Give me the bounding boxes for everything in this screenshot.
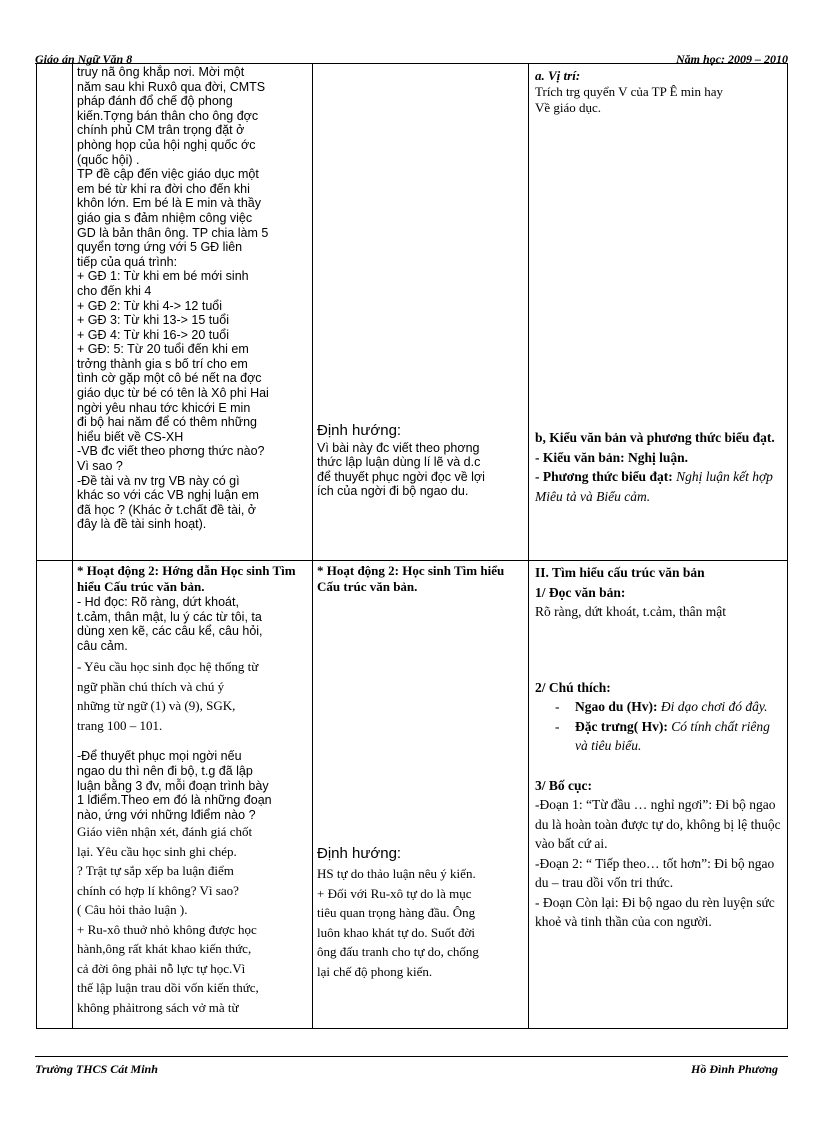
reading-line-4: câu cảm. bbox=[77, 638, 128, 653]
footer-left: Trường THCS Cát Minh bbox=[35, 1062, 158, 1076]
layout-label: 3/ Bố cục: bbox=[535, 777, 592, 793]
note-line-4: chính có hợp lí không? Vì sao? bbox=[77, 882, 239, 898]
spacer bbox=[77, 735, 309, 749]
note-line-5: ( Câu hỏi thảo luận ). bbox=[77, 902, 188, 918]
text-type-heading: b, Kiểu văn bản và phương thức biểu đạt. bbox=[535, 430, 775, 445]
activity-line-8: TP đề cập đến việc giáo dục một bbox=[77, 167, 259, 182]
activity-line-18: + GĐ 3: Từ khi 13-> 15 tuổi bbox=[77, 313, 229, 328]
activity-line-32: đây là đề tài sinh hoạt). bbox=[77, 517, 207, 532]
glossary-line-3: những từ ngữ (1) và (9), SGK, bbox=[77, 698, 236, 714]
activity-line-17: + GĐ 2: Từ khi 4-> 12 tuổi bbox=[77, 298, 223, 313]
row-separator bbox=[36, 560, 788, 561]
text-type-lines bbox=[535, 448, 785, 507]
reading-line-2: t.cảm, thân mật, lu ý các từ tôi, ta bbox=[77, 609, 262, 624]
read-label: 1/ Đọc văn bản: bbox=[535, 584, 626, 600]
guidance-line-2: thức lập luận dùng lí lẽ và d.c bbox=[317, 455, 481, 470]
row2-guidance-cell bbox=[317, 846, 525, 981]
note-line-8: cả đời ông phải nỗ lực tự học.Vì bbox=[77, 960, 246, 976]
row2-activity-heading: * Hoạt động 2: Hớng dẫn Học sinh Tìm hiểu Cấu trúc văn bản. bbox=[77, 563, 296, 594]
spacer bbox=[535, 756, 785, 776]
row2-student-heading-cell bbox=[317, 563, 525, 595]
row1-guidance-lines bbox=[317, 441, 525, 499]
activity-line-3: pháp đánh đổ chế độ phong bbox=[77, 94, 233, 109]
activity-line-27: -VB đc viết theo phơng thức nào? bbox=[77, 444, 265, 459]
table-divider-3 bbox=[528, 63, 529, 1028]
activity-line-4: kiến.Tợng bán thân cho ông đợc bbox=[77, 108, 259, 123]
header-rule bbox=[35, 63, 788, 64]
row1-activity-cell bbox=[77, 65, 309, 559]
row2-activity-cell bbox=[77, 563, 309, 1027]
note-line-9: thế lập luận trau dồi vốn kiến thức, bbox=[77, 980, 259, 996]
activity-line-19: + GĐ 4: Từ khi 16-> 20 tuổi bbox=[77, 327, 229, 342]
glossary-line-4: trang 100 – 101. bbox=[77, 717, 163, 733]
activity-line-16: cho đến khi 4 bbox=[77, 283, 152, 298]
reading-line-1: - Hd đọc: Rõ ràng, dứt khoát, bbox=[77, 595, 239, 609]
text-type-value: Nghị luận. bbox=[628, 449, 689, 465]
question-line-4: 1 lđiểm.Theo em đó là những đoạn bbox=[77, 793, 272, 808]
position-line-1: Trích trg quyển V của TP Ê min hay bbox=[535, 84, 724, 99]
text-type-line-2 bbox=[535, 467, 785, 506]
note-item-1 bbox=[535, 697, 785, 717]
dash-bullet: - bbox=[555, 718, 560, 734]
dash-bullet: - bbox=[555, 699, 560, 714]
guidance-line-4: luôn khao khát tự do. Suốt đời bbox=[317, 924, 475, 940]
activity-line-14: tiếp của quá trình: bbox=[77, 254, 178, 269]
header-left: Giáo án Ngữ Văn 8 bbox=[35, 52, 133, 66]
activity-line-28: Vì sao ? bbox=[77, 459, 123, 474]
row2-student-heading: * Hoạt động 2: Học sinh Tìm hiểu Cấu trúc văn bản. bbox=[317, 563, 505, 594]
text-type-label: - Kiểu văn bản: bbox=[535, 449, 629, 465]
question-line-5: nào, ứng với những lđiểm nào ? bbox=[77, 807, 256, 822]
note-line-2: lại. Yêu cầu học sinh ghi chép. bbox=[77, 843, 237, 859]
note-line-6: + Ru-xô thuở nhỏ không được học bbox=[77, 921, 257, 937]
footer-rule bbox=[35, 1056, 788, 1057]
teacher-notes bbox=[77, 822, 309, 1017]
guidance-line-6: lại chế độ phong kiến. bbox=[317, 963, 433, 979]
note-term: Ngao du (Hv): bbox=[575, 699, 661, 714]
header-right: Năm học: 2009 – 2010 bbox=[676, 52, 788, 66]
activity-line-7: (quốc hội) . bbox=[77, 152, 140, 167]
note-item-2 bbox=[535, 717, 785, 756]
note-line-7: hành,ông rất khát khao kiến thức, bbox=[77, 941, 252, 957]
row1-guidance-cell bbox=[317, 424, 525, 499]
activity-line-10: khôn lớn. Em bé là E min và thầy bbox=[77, 196, 261, 211]
activity-line-23: giáo dục từ bé có tên là Xô phi Hai bbox=[77, 386, 269, 401]
row1-activity-lines bbox=[77, 65, 309, 532]
reading-line-3: dùng xen kẽ, các câu kể, câu hỏi, bbox=[77, 624, 263, 639]
notes-list bbox=[535, 697, 785, 756]
activity-line-15: + GĐ 1: Từ khi em bé mới sinh bbox=[77, 269, 249, 284]
text-type-line-1 bbox=[535, 448, 785, 468]
guidance-line-1: HS tự do thảo luận nêu ý kiến. bbox=[317, 866, 476, 881]
table-divider-1 bbox=[72, 63, 73, 1028]
glossary-line-2: ngữ phần chú thích và chú ý bbox=[77, 678, 225, 694]
question-line-2: ngao du thì nên đi bộ, t.g đã lập bbox=[77, 763, 253, 778]
footer-right: Hồ Đình Phương bbox=[691, 1062, 778, 1076]
activity-line-1: truy nã ông khắp nơi. Mời một bbox=[77, 65, 245, 79]
guidance-line-1: Vì bài này đc viết theo phơng bbox=[317, 440, 480, 455]
activity-line-11: giáo gia s đảm nhiệm công việc bbox=[77, 210, 253, 225]
position-label: a. Vị trí: bbox=[535, 68, 581, 83]
guidance-line-2: + Đối với Ru-xô tự do là mục bbox=[317, 885, 472, 901]
note-definition: Đi dạo chơi đó đây. bbox=[660, 699, 768, 714]
activity-line-5: chính phủ CM trân trọng đặt ở bbox=[77, 123, 245, 138]
layout-item-2: -Đoạn 2: “ Tiếp theo… tốt hơn”: Đi bộ ngao du – trau dồi vốn tri thức. bbox=[535, 855, 775, 890]
activity-line-2: năm sau khi Ruxô qua đời, CMTS bbox=[77, 79, 266, 94]
activity-line-24: ngời yêu nhau tớc khicới E min bbox=[77, 400, 251, 415]
row2-guidance-heading: Định hướng: bbox=[317, 846, 402, 862]
row2-content-cell bbox=[535, 563, 785, 1027]
note-line-1: Giáo viên nhận xét, đánh giá chốt bbox=[77, 824, 253, 840]
row1-text-type-cell bbox=[535, 428, 785, 506]
activity-line-25: đi bộ hai năm để có thêm những bbox=[77, 415, 258, 430]
read-text: Rõ ràng, dứt khoát, t.cảm, thân mật bbox=[535, 604, 727, 619]
guidance-line-3: để thuyết phục ngời đọc về lợi bbox=[317, 469, 485, 484]
activity-line-12: GD là bản thân ông. TP chia làm 5 bbox=[77, 225, 269, 240]
layout-item-1: -Đoạn 1: “Từ đầu … nghỉ ngơi”: Đi bộ ngao du là hoàn toàn được tự do, không bị lệ thuộc vào bất cứ ai. bbox=[535, 797, 781, 851]
activity-line-31: đã học ? (Khác ở t.chất đề tài, ở bbox=[77, 502, 256, 517]
text-type-label: - Phương thức biểu đạt: bbox=[535, 469, 677, 484]
glossary-instructions bbox=[77, 657, 309, 735]
activity-line-13: quyển tơng ứng với 5 GĐ liên bbox=[77, 240, 243, 255]
activity-line-9: em bé từ khi ra đời cho đến khi bbox=[77, 181, 250, 196]
guidance-line-5: ông đấu tranh cho tự do, chống bbox=[317, 944, 479, 959]
guidance-line-3: tiêu quan trọng hàng đầu. Ông bbox=[317, 905, 476, 920]
activity-line-30: khác so với các VB nghị luận em bbox=[77, 488, 259, 503]
position-text bbox=[535, 84, 785, 116]
guidance-line-4: ích của ngời đi bộ ngao du. bbox=[317, 484, 469, 499]
reading-instructions bbox=[77, 595, 309, 653]
spacer bbox=[535, 622, 785, 678]
activity-line-21: trởng thành gia s bố trí cho em bbox=[77, 356, 248, 371]
layout-item-3: - Đoạn Còn lại: Đi bộ ngao du rèn luyện sức khoẻ và tinh thần của con người. bbox=[535, 894, 775, 929]
activity-line-26: hiểu biết về CS-XH bbox=[77, 429, 184, 444]
layout-list bbox=[535, 795, 785, 932]
table-border-left bbox=[36, 63, 37, 1028]
argument-question bbox=[77, 749, 309, 822]
activity-line-6: phòng họp của hội nghị quốc ớc bbox=[77, 137, 256, 152]
note-term: Đặc trưng( Hv): bbox=[575, 718, 672, 734]
structure-title: II. Tìm hiểu cấu trúc văn bản bbox=[535, 565, 705, 580]
text-type-value: Nghị luận kết hợp Miêu tả và Biểu cảm. bbox=[535, 469, 773, 504]
note-line-3: ? Trật tự sắp xếp ba luận điểm bbox=[77, 863, 234, 879]
table-border-bottom bbox=[36, 1028, 788, 1029]
position-line-2: Về giáo dục. bbox=[535, 100, 602, 115]
activity-line-20: + GĐ: 5: Từ 20 tuổi đến khi em bbox=[77, 342, 249, 357]
activity-line-22: tình cờ gặp một cô bé nết na đợc bbox=[77, 371, 262, 386]
activity-line-29: -Đề tài và nv trg VB này có gì bbox=[77, 473, 240, 488]
glossary-line-1: - Yêu cầu học sinh đọc hệ thống từ bbox=[77, 659, 259, 675]
note-definition: Có tính chất riêng và tiêu biểu. bbox=[575, 718, 770, 753]
table-divider-2 bbox=[312, 63, 313, 1028]
question-line-1: -Để thuyết phục mọi ngời nếu bbox=[77, 749, 242, 764]
note-line-10: không phảitrong sách vở mà từ bbox=[77, 999, 239, 1015]
notes-label: 2/ Chú thích: bbox=[535, 679, 611, 695]
row1-guidance-heading: Định hướng: bbox=[317, 424, 402, 439]
question-line-3: luận bằng 3 đv, mỗi đoạn trình bày bbox=[77, 778, 269, 793]
row2-guidance-lines bbox=[317, 864, 525, 981]
table-border-right bbox=[787, 63, 788, 1028]
